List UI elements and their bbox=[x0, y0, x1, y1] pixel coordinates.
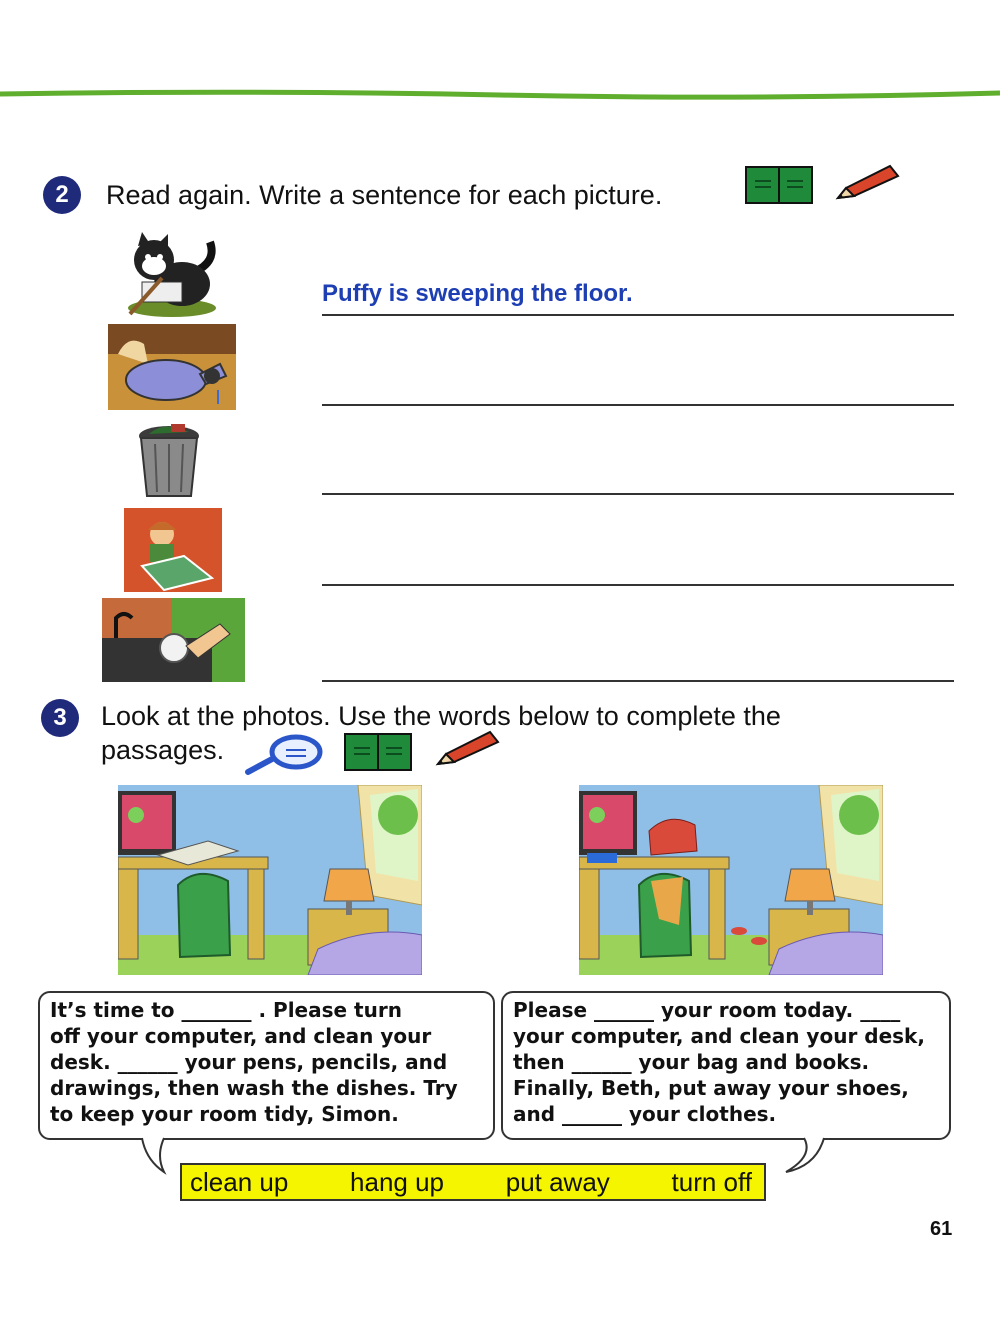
word-turn-off: turn off bbox=[671, 1166, 752, 1197]
passage-left-bubble bbox=[38, 991, 495, 1140]
photo-messy-room-right bbox=[579, 785, 883, 975]
photo-messy-room-left bbox=[118, 785, 422, 975]
word-hang-up: hang up bbox=[350, 1166, 445, 1197]
word-put-away: put away bbox=[505, 1166, 610, 1197]
exercise-3-number: 3 bbox=[41, 699, 79, 737]
answer-line-2[interactable] bbox=[322, 402, 954, 406]
right-bubble-tail bbox=[780, 1136, 840, 1176]
passage-right-line-4: Finally, Beth, put away your shoes, bbox=[513, 1076, 909, 1100]
answer-line-3[interactable] bbox=[322, 491, 954, 495]
passage-left-line-3: desk. ______ your pens, pencils, and bbox=[50, 1050, 448, 1074]
passage-right-line-1: Please ______ your room today. ____ bbox=[513, 998, 901, 1022]
passage-left-line-4: drawings, then wash the dishes. Try bbox=[50, 1076, 458, 1100]
exercise-3-instruction-line-1: Look at the photos. Use the words below to complete the bbox=[101, 701, 781, 731]
passage-right-bubble bbox=[501, 991, 951, 1140]
passage-right-line-5: and ______ your clothes. bbox=[513, 1102, 777, 1126]
exercise-2-number: 2 bbox=[43, 176, 81, 214]
picture-washing-dishes bbox=[102, 598, 245, 682]
picture-trash-can bbox=[135, 418, 203, 500]
picture-girl-cleaning bbox=[124, 508, 222, 592]
book-icon bbox=[745, 166, 813, 204]
magnifier-icon bbox=[244, 734, 324, 776]
exercise-2-instruction: Read again. Write a sentence for each picture. bbox=[106, 180, 663, 210]
exercise-3-instruction-line-2: passages. bbox=[101, 735, 225, 765]
picture-watering-can bbox=[108, 324, 236, 410]
book-icon bbox=[344, 733, 412, 771]
passage-left-line-2: off your computer, and clean your bbox=[50, 1024, 432, 1048]
pencil-icon bbox=[832, 162, 902, 204]
passage-left-line-5: to keep your room tidy, Simon. bbox=[50, 1102, 399, 1126]
answer-line-4[interactable] bbox=[322, 582, 954, 586]
example-answer: Puffy is sweeping the floor. bbox=[322, 280, 633, 307]
page-number: 61 bbox=[930, 1218, 953, 1240]
top-green-rule bbox=[0, 88, 1000, 102]
answer-line-1 bbox=[322, 312, 954, 316]
word-box bbox=[180, 1163, 766, 1201]
passage-right-line-3: then ______ your bag and books. bbox=[513, 1050, 870, 1074]
passage-left-line-1: It’s time to _______ . Please turn bbox=[50, 998, 402, 1022]
word-clean-up: clean up bbox=[190, 1166, 289, 1197]
passage-right-line-2: your computer, and clean your desk, bbox=[513, 1024, 925, 1048]
picture-cat-sweeping bbox=[122, 232, 222, 318]
answer-line-5[interactable] bbox=[322, 678, 954, 682]
pencil-icon bbox=[432, 728, 502, 770]
